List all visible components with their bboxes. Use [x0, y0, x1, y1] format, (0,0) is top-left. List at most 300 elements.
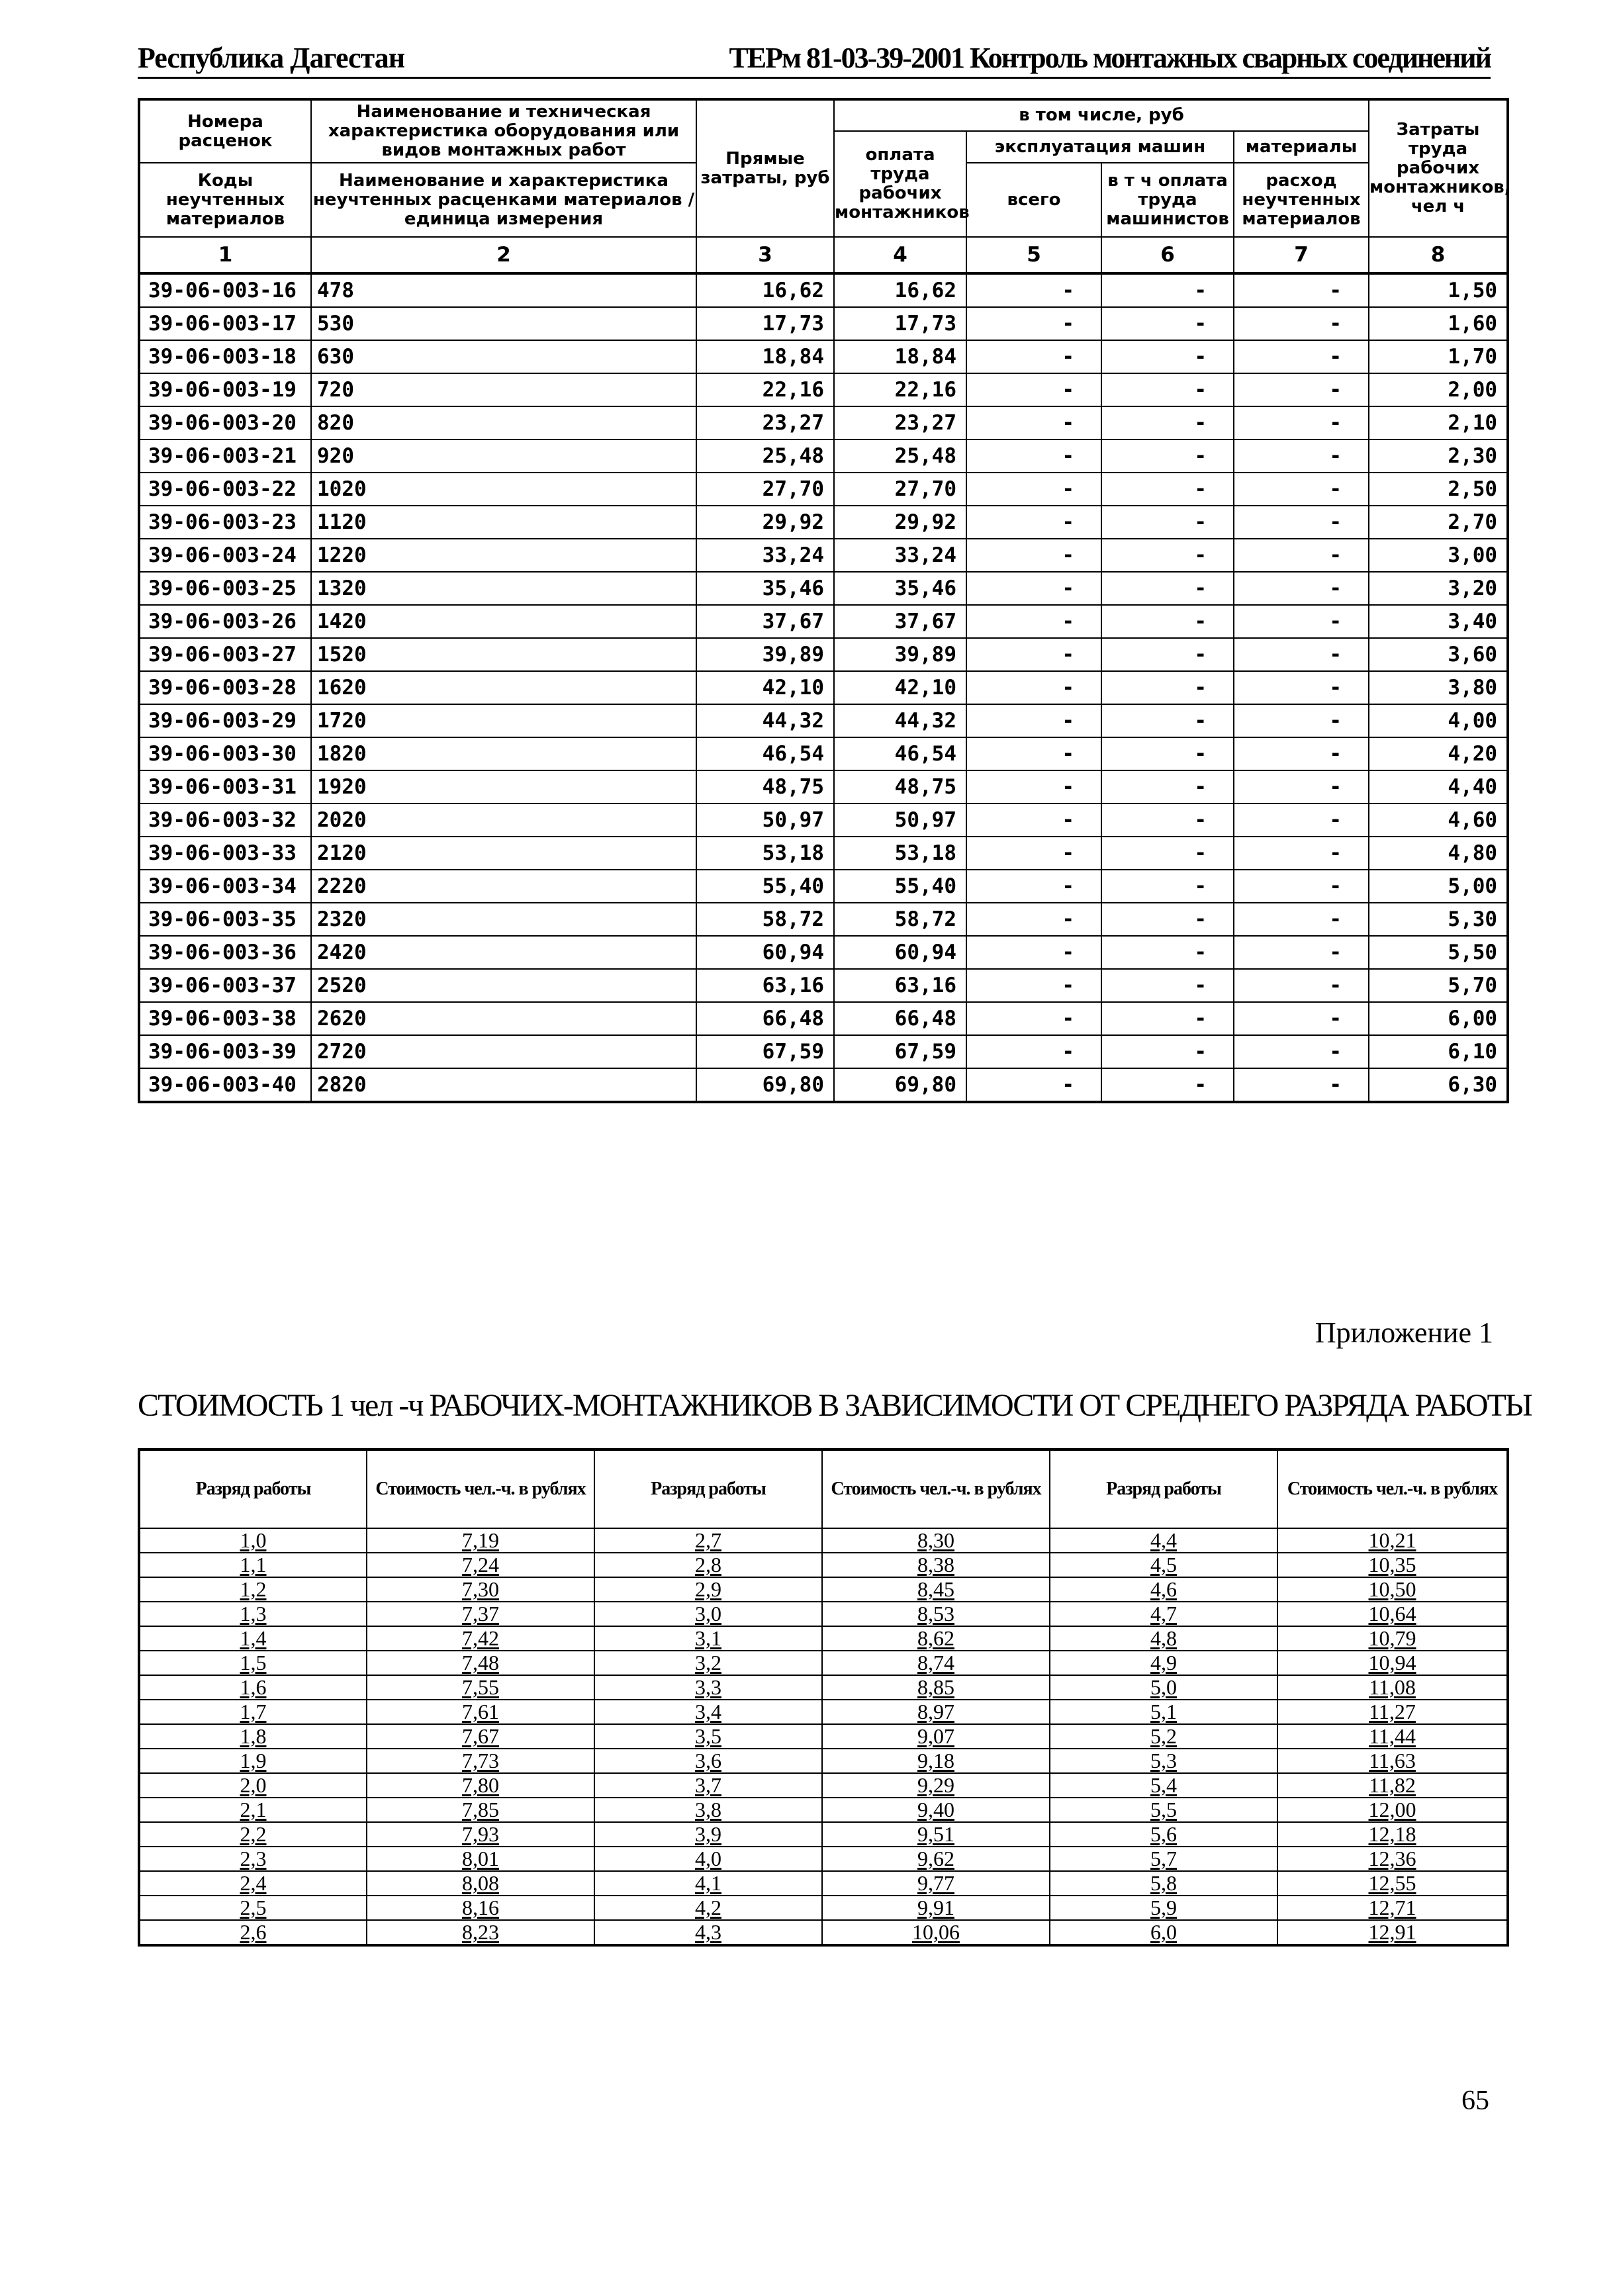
column-number: 3: [696, 237, 834, 273]
work-grade-cell: 1,9: [139, 1749, 367, 1773]
table-row: [139, 373, 1508, 406]
work-grade-cell: 1,5: [139, 1651, 367, 1675]
hour-cost-cell: 11,82: [1277, 1773, 1508, 1798]
header-including: в том числе, руб: [834, 99, 1369, 131]
machines-total-cell: -: [966, 870, 1101, 903]
material-consumption-cell: -: [1234, 605, 1369, 638]
work-grade-cell: 2,6: [139, 1920, 367, 1945]
diameter-cell: 1220: [311, 539, 696, 572]
worker-wages-cell: 66,48: [834, 1002, 966, 1035]
direct-costs-cell: 16,62: [696, 273, 834, 307]
worker-wages-cell: 16,62: [834, 273, 966, 307]
table-row: [139, 1002, 1508, 1035]
labor-hours-cell: 1,60: [1369, 307, 1508, 340]
labor-hours-cell: 4,60: [1369, 804, 1508, 837]
header-work-grade: Разряд работы: [139, 1449, 367, 1528]
hour-cost-cell: 7,85: [367, 1798, 594, 1822]
hour-cost-cell: 10,50: [1277, 1577, 1508, 1602]
machines-total-cell: -: [966, 307, 1101, 340]
material-consumption-cell: -: [1234, 704, 1369, 737]
labor-hours-cell: 4,00: [1369, 704, 1508, 737]
work-grade-cell: 3,3: [594, 1675, 822, 1700]
table-row: [139, 1068, 1508, 1102]
labor-hours-cell: 6,10: [1369, 1035, 1508, 1068]
diameter-cell: 2220: [311, 870, 696, 903]
rates-table-body: [139, 273, 1508, 1102]
hour-cost-cell: 12,91: [1277, 1920, 1508, 1945]
labor-cost-table: [138, 1448, 1509, 1947]
labor-hours-cell: 4,40: [1369, 770, 1508, 804]
diameter-cell: 1620: [311, 671, 696, 704]
table-row: [139, 737, 1508, 770]
worker-wages-cell: 17,73: [834, 307, 966, 340]
hour-cost-cell: 8,38: [822, 1553, 1050, 1577]
work-grade-cell: 3,4: [594, 1700, 822, 1724]
diameter-cell: 2520: [311, 969, 696, 1002]
machines-total-cell: -: [966, 1068, 1101, 1102]
hour-cost-cell: 12,55: [1277, 1871, 1508, 1896]
hour-cost-cell: 8,85: [822, 1675, 1050, 1700]
labor-hours-cell: 5,00: [1369, 870, 1508, 903]
rate-code-cell: 39-06-003-23: [139, 506, 311, 539]
hour-cost-cell: 10,94: [1277, 1651, 1508, 1675]
work-grade-cell: 2,9: [594, 1577, 822, 1602]
work-grade-cell: 5,5: [1050, 1798, 1277, 1822]
hour-cost-cell: 8,16: [367, 1896, 594, 1920]
hour-cost-cell: 10,79: [1277, 1626, 1508, 1651]
hour-cost-cell: 7,67: [367, 1724, 594, 1749]
machines-total-cell: -: [966, 837, 1101, 870]
work-grade-cell: 1,0: [139, 1528, 367, 1553]
machines-total-cell: -: [966, 737, 1101, 770]
work-grade-cell: 5,1: [1050, 1700, 1277, 1724]
work-grade-cell: 4,4: [1050, 1528, 1277, 1553]
operator-wages-cell: -: [1101, 307, 1234, 340]
header-material-description: Наименование и характеристика неучтенных расценками материалов / единица измерения: [311, 163, 696, 237]
rate-code-cell: 39-06-003-40: [139, 1068, 311, 1102]
hour-cost-cell: 11,27: [1277, 1700, 1508, 1724]
work-grade-cell: 6,0: [1050, 1920, 1277, 1945]
hour-cost-cell: 7,80: [367, 1773, 594, 1798]
rate-code-cell: 39-06-003-19: [139, 373, 311, 406]
direct-costs-cell: 46,54: [696, 737, 834, 770]
work-grade-cell: 4,8: [1050, 1626, 1277, 1651]
machines-total-cell: -: [966, 770, 1101, 804]
work-grade-cell: 4,6: [1050, 1577, 1277, 1602]
header-worker-wages: оплата труда рабочих монтажников: [834, 131, 966, 237]
table-row: [139, 1035, 1508, 1068]
table-row: [139, 439, 1508, 473]
diameter-cell: 2120: [311, 837, 696, 870]
rate-code-cell: 39-06-003-29: [139, 704, 311, 737]
operator-wages-cell: -: [1101, 273, 1234, 307]
worker-wages-cell: 42,10: [834, 671, 966, 704]
worker-wages-cell: 53,18: [834, 837, 966, 870]
hour-cost-cell: 7,42: [367, 1626, 594, 1651]
labor-hours-cell: 5,50: [1369, 936, 1508, 969]
machines-total-cell: -: [966, 903, 1101, 936]
labor-hours-cell: 3,00: [1369, 539, 1508, 572]
table-row: [139, 273, 1508, 307]
worker-wages-cell: 35,46: [834, 572, 966, 605]
worker-wages-cell: 37,67: [834, 605, 966, 638]
machines-total-cell: -: [966, 804, 1101, 837]
machines-total-cell: -: [966, 572, 1101, 605]
hour-cost-cell: 9,91: [822, 1896, 1050, 1920]
hour-cost-cell: 7,48: [367, 1651, 594, 1675]
column-number: 8: [1369, 237, 1508, 273]
direct-costs-cell: 58,72: [696, 903, 834, 936]
hour-cost-cell: 9,62: [822, 1847, 1050, 1871]
table-row: [139, 1798, 1508, 1822]
rate-code-cell: 39-06-003-17: [139, 307, 311, 340]
column-number: 2: [311, 237, 696, 273]
direct-costs-cell: 60,94: [696, 936, 834, 969]
rate-code-cell: 39-06-003-37: [139, 969, 311, 1002]
direct-costs-cell: 17,73: [696, 307, 834, 340]
header-direct-costs: Прямые затраты, руб: [696, 99, 834, 237]
work-grade-cell: 4,3: [594, 1920, 822, 1945]
diameter-cell: 2620: [311, 1002, 696, 1035]
material-consumption-cell: -: [1234, 406, 1369, 439]
hour-cost-cell: 12,00: [1277, 1798, 1508, 1822]
worker-wages-cell: 69,80: [834, 1068, 966, 1102]
header-hour-cost: Стоимость чел.-ч. в рублях: [822, 1449, 1050, 1528]
hour-cost-cell: 11,44: [1277, 1724, 1508, 1749]
rate-code-cell: 39-06-003-31: [139, 770, 311, 804]
operator-wages-cell: -: [1101, 539, 1234, 572]
header-hour-cost: Стоимость чел.-ч. в рублях: [367, 1449, 594, 1528]
operator-wages-cell: -: [1101, 506, 1234, 539]
work-grade-cell: 2,3: [139, 1847, 367, 1871]
material-consumption-cell: -: [1234, 1068, 1369, 1102]
table-row: [139, 605, 1508, 638]
material-consumption-cell: -: [1234, 770, 1369, 804]
machines-total-cell: -: [966, 1002, 1101, 1035]
work-grade-cell: 5,0: [1050, 1675, 1277, 1700]
material-consumption-cell: -: [1234, 804, 1369, 837]
operator-wages-cell: -: [1101, 1035, 1234, 1068]
labor-hours-cell: 2,10: [1369, 406, 1508, 439]
material-consumption-cell: -: [1234, 340, 1369, 373]
operator-wages-cell: -: [1101, 837, 1234, 870]
work-grade-cell: 3,9: [594, 1822, 822, 1847]
labor-hours-cell: 2,50: [1369, 473, 1508, 506]
worker-wages-cell: 25,48: [834, 439, 966, 473]
hour-cost-cell: 7,55: [367, 1675, 594, 1700]
header-labor-hours: Затраты труда рабочих монтажников, чел ч: [1369, 99, 1508, 237]
table-row: [139, 1724, 1508, 1749]
labor-hours-cell: 5,30: [1369, 903, 1508, 936]
rate-code-cell: 39-06-003-39: [139, 1035, 311, 1068]
direct-costs-cell: 29,92: [696, 506, 834, 539]
rate-code-cell: 39-06-003-35: [139, 903, 311, 936]
work-grade-cell: 3,6: [594, 1749, 822, 1773]
material-consumption-cell: -: [1234, 572, 1369, 605]
rate-code-cell: 39-06-003-38: [139, 1002, 311, 1035]
machines-total-cell: -: [966, 539, 1101, 572]
labor-hours-cell: 2,00: [1369, 373, 1508, 406]
diameter-cell: 2020: [311, 804, 696, 837]
diameter-cell: 530: [311, 307, 696, 340]
operator-wages-cell: -: [1101, 936, 1234, 969]
work-grade-cell: 1,2: [139, 1577, 367, 1602]
rate-code-cell: 39-06-003-33: [139, 837, 311, 870]
diameter-cell: 1520: [311, 638, 696, 671]
header-operator-wages: в т ч оплата труда машинистов: [1101, 163, 1234, 237]
rate-code-cell: 39-06-003-27: [139, 638, 311, 671]
hour-cost-cell: 8,08: [367, 1871, 594, 1896]
hour-cost-cell: 11,08: [1277, 1675, 1508, 1700]
hour-cost-cell: 12,71: [1277, 1896, 1508, 1920]
work-grade-cell: 3,5: [594, 1724, 822, 1749]
hour-cost-cell: 9,77: [822, 1871, 1050, 1896]
work-grade-cell: 2,0: [139, 1773, 367, 1798]
hour-cost-cell: 7,93: [367, 1822, 594, 1847]
rate-code-cell: 39-06-003-24: [139, 539, 311, 572]
work-grade-cell: 1,7: [139, 1700, 367, 1724]
worker-wages-cell: 46,54: [834, 737, 966, 770]
machines-total-cell: -: [966, 473, 1101, 506]
machines-total-cell: -: [966, 439, 1101, 473]
direct-costs-cell: 42,10: [696, 671, 834, 704]
machines-total-cell: -: [966, 506, 1101, 539]
operator-wages-cell: -: [1101, 737, 1234, 770]
diameter-cell: 820: [311, 406, 696, 439]
hour-cost-cell: 11,63: [1277, 1749, 1508, 1773]
material-consumption-cell: -: [1234, 1002, 1369, 1035]
work-grade-cell: 4,9: [1050, 1651, 1277, 1675]
diameter-cell: 720: [311, 373, 696, 406]
work-grade-cell: 3,7: [594, 1773, 822, 1798]
work-grade-cell: 3,1: [594, 1626, 822, 1651]
operator-wages-cell: -: [1101, 704, 1234, 737]
operator-wages-cell: -: [1101, 638, 1234, 671]
operator-wages-cell: -: [1101, 473, 1234, 506]
worker-wages-cell: 23,27: [834, 406, 966, 439]
direct-costs-cell: 33,24: [696, 539, 834, 572]
hour-cost-cell: 10,21: [1277, 1528, 1508, 1553]
diameter-cell: 920: [311, 439, 696, 473]
work-grade-cell: 5,4: [1050, 1773, 1277, 1798]
rate-code-cell: 39-06-003-22: [139, 473, 311, 506]
table-row: [139, 770, 1508, 804]
operator-wages-cell: -: [1101, 804, 1234, 837]
rates-table: [138, 98, 1509, 1103]
table-row: [139, 671, 1508, 704]
table-row: [139, 1626, 1508, 1651]
work-grade-cell: 4,1: [594, 1871, 822, 1896]
work-grade-cell: 1,1: [139, 1553, 367, 1577]
table-row: [139, 506, 1508, 539]
machines-total-cell: -: [966, 1035, 1101, 1068]
table-row: [139, 539, 1508, 572]
diameter-cell: 2720: [311, 1035, 696, 1068]
table-row: [139, 473, 1508, 506]
header-work-grade: Разряд работы: [1050, 1449, 1277, 1528]
work-grade-cell: 1,3: [139, 1602, 367, 1626]
labor-hours-cell: 3,60: [1369, 638, 1508, 671]
header-rate-numbers: Номера расценок: [139, 99, 311, 163]
operator-wages-cell: -: [1101, 671, 1234, 704]
worker-wages-cell: 22,16: [834, 373, 966, 406]
table-row: [139, 1577, 1508, 1602]
column-number: 7: [1234, 237, 1369, 273]
table-row: [139, 638, 1508, 671]
rate-code-cell: 39-06-003-16: [139, 273, 311, 307]
material-consumption-cell: -: [1234, 837, 1369, 870]
machines-total-cell: -: [966, 638, 1101, 671]
work-grade-cell: 3,0: [594, 1602, 822, 1626]
direct-costs-cell: 50,97: [696, 804, 834, 837]
diameter-cell: 2320: [311, 903, 696, 936]
table-row: [139, 1749, 1508, 1773]
work-grade-cell: 2,2: [139, 1822, 367, 1847]
work-grade-cell: 2,4: [139, 1871, 367, 1896]
work-grade-cell: 1,8: [139, 1724, 367, 1749]
header-work-description: Наименование и техническая характеристика оборудования или видов монтажных работ: [311, 99, 696, 163]
table-row: [139, 1528, 1508, 1553]
diameter-cell: 1420: [311, 605, 696, 638]
labor-hours-cell: 2,30: [1369, 439, 1508, 473]
material-consumption-cell: -: [1234, 273, 1369, 307]
diameter-cell: 2420: [311, 936, 696, 969]
labor-hours-cell: 3,40: [1369, 605, 1508, 638]
header-material-codes: Коды неучтенных материалов: [139, 163, 311, 237]
work-grade-cell: 2,8: [594, 1553, 822, 1577]
material-consumption-cell: -: [1234, 903, 1369, 936]
worker-wages-cell: 18,84: [834, 340, 966, 373]
header-region: Республика Дагестан: [138, 42, 405, 74]
machines-total-cell: -: [966, 671, 1101, 704]
labor-hours-cell: 5,70: [1369, 969, 1508, 1002]
worker-wages-cell: 44,32: [834, 704, 966, 737]
direct-costs-cell: 67,59: [696, 1035, 834, 1068]
rate-code-cell: 39-06-003-30: [139, 737, 311, 770]
operator-wages-cell: -: [1101, 373, 1234, 406]
table-row: [139, 1896, 1508, 1920]
work-grade-cell: 5,3: [1050, 1749, 1277, 1773]
hour-cost-cell: 8,74: [822, 1651, 1050, 1675]
machines-total-cell: -: [966, 373, 1101, 406]
operator-wages-cell: -: [1101, 1068, 1234, 1102]
hour-cost-cell: 8,23: [367, 1920, 594, 1945]
column-number: 4: [834, 237, 966, 273]
work-grade-cell: 2,7: [594, 1528, 822, 1553]
work-grade-cell: 2,1: [139, 1798, 367, 1822]
work-grade-cell: 4,5: [1050, 1553, 1277, 1577]
labor-hours-cell: 4,80: [1369, 837, 1508, 870]
table-row: [139, 1700, 1508, 1724]
machines-total-cell: -: [966, 969, 1101, 1002]
material-consumption-cell: -: [1234, 936, 1369, 969]
diameter-cell: 1120: [311, 506, 696, 539]
table-row: [139, 1871, 1508, 1896]
operator-wages-cell: -: [1101, 969, 1234, 1002]
direct-costs-cell: 48,75: [696, 770, 834, 804]
direct-costs-cell: 35,46: [696, 572, 834, 605]
operator-wages-cell: -: [1101, 340, 1234, 373]
header-hour-cost: Стоимость чел.-ч. в рублях: [1277, 1449, 1508, 1528]
hour-cost-cell: 10,64: [1277, 1602, 1508, 1626]
material-consumption-cell: -: [1234, 307, 1369, 340]
labor-hours-cell: 6,00: [1369, 1002, 1508, 1035]
direct-costs-cell: 23,27: [696, 406, 834, 439]
header-work-grade: Разряд работы: [594, 1449, 822, 1528]
rate-code-cell: 39-06-003-32: [139, 804, 311, 837]
labor-hours-cell: 3,80: [1369, 671, 1508, 704]
material-consumption-cell: -: [1234, 506, 1369, 539]
hour-cost-cell: 7,37: [367, 1602, 594, 1626]
hour-cost-cell: 7,61: [367, 1700, 594, 1724]
machines-total-cell: -: [966, 340, 1101, 373]
direct-costs-cell: 37,67: [696, 605, 834, 638]
table-row: [139, 572, 1508, 605]
page-header: [138, 36, 1491, 79]
worker-wages-cell: 50,97: [834, 804, 966, 837]
rate-code-cell: 39-06-003-25: [139, 572, 311, 605]
work-grade-cell: 1,6: [139, 1675, 367, 1700]
rate-code-cell: 39-06-003-36: [139, 936, 311, 969]
worker-wages-cell: 39,89: [834, 638, 966, 671]
work-grade-cell: 5,6: [1050, 1822, 1277, 1847]
table-row: [139, 1847, 1508, 1871]
rate-code-cell: 39-06-003-21: [139, 439, 311, 473]
machines-total-cell: -: [966, 605, 1101, 638]
header-document-title: ТЕРм 81-03-39-2001 Контроль монтажных сварных соединений: [729, 42, 1491, 74]
work-grade-cell: 1,4: [139, 1626, 367, 1651]
hour-cost-cell: 12,18: [1277, 1822, 1508, 1847]
direct-costs-cell: 27,70: [696, 473, 834, 506]
rate-code-cell: 39-06-003-26: [139, 605, 311, 638]
hour-cost-cell: 7,19: [367, 1528, 594, 1553]
hour-cost-cell: 8,45: [822, 1577, 1050, 1602]
hour-cost-cell: 9,51: [822, 1822, 1050, 1847]
worker-wages-cell: 55,40: [834, 870, 966, 903]
labor-hours-cell: 2,70: [1369, 506, 1508, 539]
hour-cost-cell: 8,53: [822, 1602, 1050, 1626]
hour-cost-cell: 10,35: [1277, 1553, 1508, 1577]
operator-wages-cell: -: [1101, 1002, 1234, 1035]
operator-wages-cell: -: [1101, 903, 1234, 936]
work-grade-cell: 4,7: [1050, 1602, 1277, 1626]
hour-cost-cell: 8,01: [367, 1847, 594, 1871]
material-consumption-cell: -: [1234, 737, 1369, 770]
direct-costs-cell: 22,16: [696, 373, 834, 406]
table-row: [139, 969, 1508, 1002]
table-row: [139, 1822, 1508, 1847]
material-consumption-cell: -: [1234, 539, 1369, 572]
diameter-cell: 478: [311, 273, 696, 307]
machines-total-cell: -: [966, 406, 1101, 439]
direct-costs-cell: 69,80: [696, 1068, 834, 1102]
hour-cost-cell: 10,06: [822, 1920, 1050, 1945]
appendix-title: СТОИМОСТЬ 1 чел -ч РАБОЧИХ-МОНТАЖНИКОВ В ЗАВИСИМОСТИ ОТ СРЕДНЕГО РАЗРЯДА РАБОТЫ: [138, 1388, 1532, 1423]
direct-costs-cell: 63,16: [696, 969, 834, 1002]
machines-total-cell: -: [966, 704, 1101, 737]
table-row: [139, 903, 1508, 936]
table-row: [139, 1651, 1508, 1675]
direct-costs-cell: 25,48: [696, 439, 834, 473]
table-row: [139, 804, 1508, 837]
machines-total-cell: -: [966, 936, 1101, 969]
table-row: [139, 870, 1508, 903]
column-number: 5: [966, 237, 1101, 273]
work-grade-cell: 5,2: [1050, 1724, 1277, 1749]
operator-wages-cell: -: [1101, 406, 1234, 439]
hour-cost-cell: 9,29: [822, 1773, 1050, 1798]
column-number: 6: [1101, 237, 1234, 273]
